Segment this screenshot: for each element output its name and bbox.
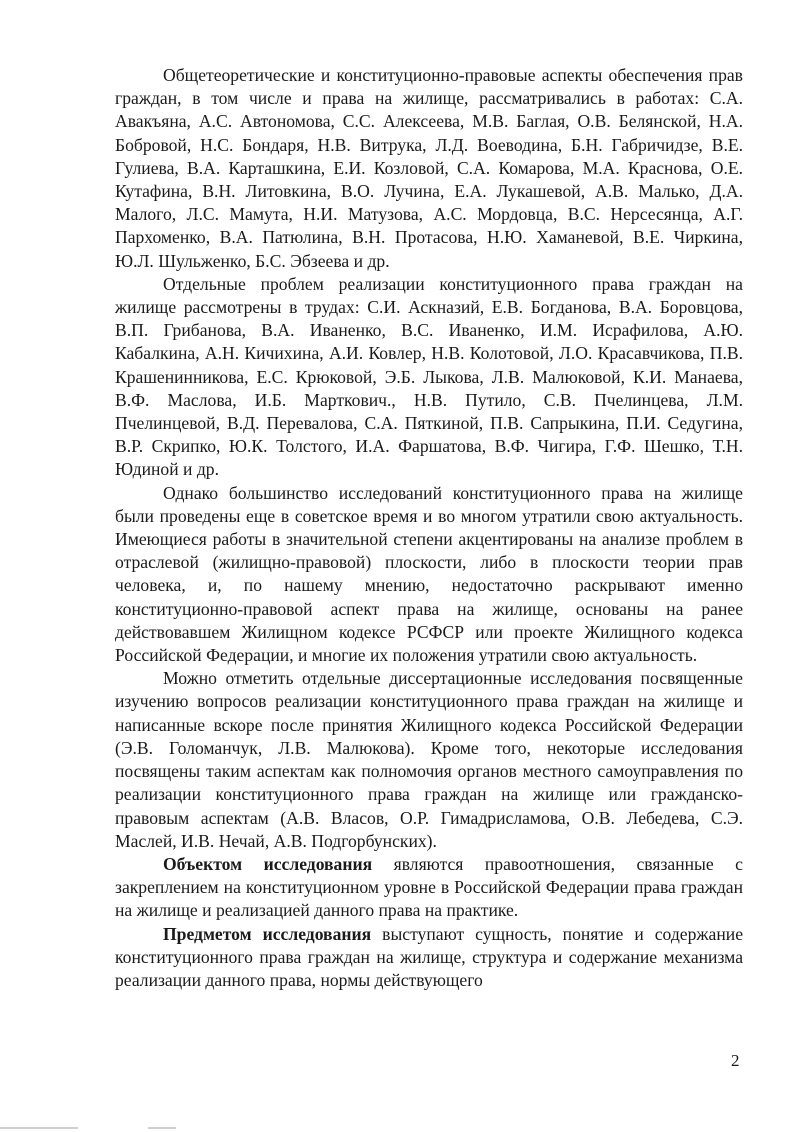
scan-artifact-line [0, 1127, 78, 1129]
paragraph-research-object [115, 853, 743, 923]
research-object-term: Объектом исследования [163, 853, 373, 874]
paragraph-research-subject [115, 923, 743, 993]
paragraph-text: Однако большинство исследований конституционного права на жилище были проведены еще в советское время и во многом утратили свою актуальность. Имеющиеся работы в значительной степени акцентированы на анализе проблем в отраслевой (жилищно-правовой) плоскости, либо в плоскости теории прав человека, и, по нашему мнению, недостаточно раскрывают именно конституционно-правовой аспект права на жилище, основаны на ранее действовавшем Жилищном кодексе РСФСР или проекте Жилищного кодекса Российской Федерации, и многие их положения утратили свою актуальность. [115, 482, 743, 666]
scan-artifact-line [148, 1127, 176, 1129]
paragraph-text: выступают сущность, понятие и содержание конституционного права граждан на жилище, структура и содержание механизма реализации данного права, нормы действующего [115, 923, 743, 990]
paragraph-separate-problems [115, 273, 743, 482]
research-subject-term: Предметом исследования [163, 923, 372, 944]
paragraph-text: Отдельные проблем реализации конституционного права граждан на жилище рассмотрены в трудах: С.И. Аскназий, Е.В. Богданова, В.А. Боровцова, В.П. Грибанова, В.А. Иваненко, В.С. Иваненко, И.М. Исрафилова, А.Ю. Кабалкина, А.Н. Кичихина, А.И. Ковлер, Н.В. Колотовой, Л.О. Красавчикова, П.В. Крашенинникова, Е.С. Крюковой, Э.Б. Лыкова, Л.В. Малюковой, К.И. Манаева, В.Ф. Маслова, И.Б. Марткович., Н.В. Путило, С.В. Пчелинцева, Л.М. Пчелинцевой, В.Д. Перевалова, С.А. Пяткиной, П.В. Сапрыкина, П.И. Седугина, В.Р. Скрипко, Ю.К. Толстого, И.А. Фаршатова, В.Ф. Чигира, Г.Ф. Шешко, Т.Н. Юдиной и др. [115, 273, 743, 480]
paragraph-text: Общетеоретические и конституционно-правовые аспекты обеспечения прав граждан, в том числе и права на жилище, рассматривались в работах: С.А. Авакъяна, А.С. Автономова, С.С. Алексеева, М.В. Баглая, О.В. Белянской, Н.А. Бобровой, Н.С. Бондаря, Н.В. Витрука, Л.Д. Воеводина, Б.Н. Габричидзе, В.Е. Гулиева, В.А. Карташкина, Е.И. Козловой, С.А. Комарова, М.А. Краснова, О.Е. Кутафина, В.Н. Литовкина, В.О. Лучина, Е.А. Лукашевой, А.В. Малько, Д.А. Малого, Л.С. Мамута, Н.И. Матузова, А.С. Мордовца, В.С. Нерсесянца, А.Г. Пархоменко, В.А. Патюлина, В.Н. Протасова, Н.Ю. Хаманевой, В.Е. Чиркина, Ю.Л. Шульженко, Б.С. Эбзеева и др. [115, 65, 743, 271]
paragraph-soviet-era-research [115, 482, 743, 668]
paragraph-general-theory [115, 64, 743, 273]
paragraph-dissertations [115, 667, 743, 853]
paragraph-text: являются правоотношения, связанные с закреплением на конституционном уровне в Российской Федерации права граждан на жилище и реализацией данного права на практике. [115, 853, 743, 921]
document-page [115, 64, 743, 992]
paragraph-text: Можно отметить отдельные диссертационные исследования посвященные изучению вопросов реализации конституционного права граждан на жилище и написанные вскоре после принятия Жилищного кодекса Российской Федерации (Э.В. Голоманчук, Л.В. Малюкова). Кроме того, некоторые исследования посвящены таким аспектам как полномочия органов местного самоуправления по реализации конституционного права граждан на жилище или гражданско-правовым аспектам (А.В. Власов, О.Р. Гимадрисламова, О.В. Лебедева, С.Э. Маслей, И.В. Нечай, А.В. Подгорбунских). [115, 668, 743, 851]
page-number: 2 [731, 1051, 740, 1070]
